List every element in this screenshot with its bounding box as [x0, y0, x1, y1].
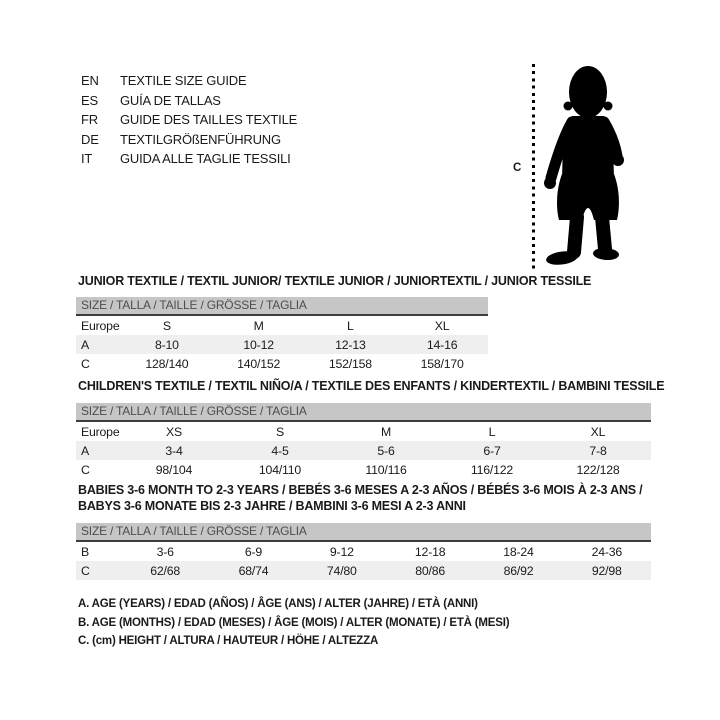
size-header-bar: SIZE / TALLA / TAILLE / GRÖSSE / TAGLIA	[76, 297, 488, 316]
table-row	[76, 316, 488, 335]
row-label: A	[81, 337, 90, 352]
table-cell: 12-18	[414, 544, 446, 559]
language-title: GUIDE DES TAILLES TEXTILE	[120, 112, 298, 128]
height-measure-label: C	[513, 162, 522, 174]
babies-size-table	[76, 523, 651, 580]
table-cell: 110/116	[365, 462, 407, 477]
table-cell: L	[488, 424, 496, 439]
language-code: EN	[81, 73, 99, 89]
language-row-en	[81, 71, 297, 91]
table-cell: 116/122	[470, 462, 514, 477]
row-label: C	[81, 462, 90, 477]
table-cell: 98/104	[155, 462, 193, 477]
table-row	[76, 460, 651, 479]
language-code: IT	[81, 151, 93, 167]
table-cell: 80/86	[415, 563, 446, 578]
row-label: Europe	[81, 318, 120, 333]
row-label: C	[81, 356, 90, 371]
table-cell: 7-8	[589, 443, 607, 458]
row-label: Europe	[81, 424, 120, 439]
table-cell: 68/74	[238, 563, 269, 578]
table-cell: 9-12	[329, 544, 354, 559]
row-label: A	[81, 443, 90, 458]
size-header-bar: SIZE / TALLA / TAILLE / GRÖSSE / TAGLIA	[76, 523, 651, 542]
table-cell: S	[275, 424, 284, 439]
size-header-bar: SIZE / TALLA / TAILLE / GRÖSSE / TAGLIA	[76, 403, 651, 422]
table-cell: 6-7	[483, 443, 501, 458]
table-cell: 4-5	[271, 443, 289, 458]
table-cell: 122/128	[576, 462, 620, 477]
table-row	[76, 561, 651, 580]
table-cell: S	[162, 318, 171, 333]
toddler-silhouette-icon	[542, 62, 654, 272]
language-row-it	[81, 149, 297, 169]
junior-table-title: JUNIOR TEXTILE / TEXTIL JUNIOR/ TEXTILE JUNIOR / JUNIORTEXTIL / JUNIOR TESSILE	[78, 274, 592, 288]
language-code: FR	[81, 112, 98, 128]
table-cell: 86/92	[503, 563, 534, 578]
footnote-a: A. AGE (YEARS) / EDAD (AÑOS) / ÂGE (ANS) / ALTER (JAHRE) / ETÀ (ANNI)	[78, 598, 478, 610]
row-label: B	[81, 544, 90, 559]
language-title: TEXTILE SIZE GUIDE	[120, 73, 247, 89]
height-measure-dashed-line	[532, 64, 535, 272]
table-cell: 140/152	[237, 356, 281, 371]
table-cell: 62/68	[150, 563, 181, 578]
table-row	[76, 542, 651, 561]
language-code: ES	[81, 92, 98, 108]
language-list	[81, 71, 297, 169]
table-row	[76, 422, 651, 441]
table-cell: 10-12	[243, 337, 274, 352]
language-code: DE	[81, 131, 99, 147]
table-row	[76, 335, 488, 354]
babies-title-line-1: BABIES 3-6 MONTH TO 2-3 YEARS / BEBÉS 3-6 MESES A 2-3 AÑOS / BÉBÉS 3-6 MOIS À 2-3 ANS /	[78, 483, 643, 497]
children-size-table	[76, 403, 651, 479]
language-row-de	[81, 130, 297, 150]
table-cell: 6-9	[244, 544, 263, 559]
table-cell: 14-16	[426, 337, 458, 352]
table-cell: XL	[590, 424, 606, 439]
table-cell: 74/80	[326, 563, 357, 578]
table-cell: 24-36	[591, 544, 623, 559]
table-cell: 3-6	[156, 544, 174, 559]
table-cell: 152/158	[328, 356, 372, 371]
row-label: C	[81, 563, 90, 578]
footnote-c: C. (cm) HEIGHT / ALTURA / HAUTEUR / HÖHE / ALTEZZA	[78, 635, 379, 648]
babies-table-title	[78, 482, 643, 514]
language-title: GUIDA ALLE TAGLIE TESSILI	[120, 151, 291, 167]
table-cell: 158/170	[420, 356, 464, 371]
table-cell: 3-4	[165, 443, 183, 458]
language-title: GUÍA DE TALLAS	[120, 92, 221, 108]
language-row-es	[81, 91, 297, 111]
table-cell: 18-24	[503, 544, 534, 559]
footnote-b: B. AGE (MONTHS) / EDAD (MESES) / ÂGE (MOIS) / ALTER (MONATE) / ETÀ (MESI)	[78, 616, 510, 629]
table-cell: 5-6	[377, 443, 395, 458]
table-cell: M	[380, 424, 392, 439]
table-cell: 128/140	[145, 356, 189, 371]
footnotes	[78, 595, 509, 651]
children-table-title: CHILDREN'S TEXTILE / TEXTIL NIÑO/A / TEXTILE DES ENFANTS / KINDERTEXTIL / BAMBINI TESSILE	[78, 379, 665, 393]
table-cell: 12-13	[335, 337, 366, 352]
table-cell: 92/98	[591, 563, 622, 578]
table-cell: L	[347, 318, 354, 333]
table-cell: 8-10	[154, 337, 179, 352]
babies-title-line-2: BABYS 3-6 MONATE BIS 2-3 JAHRE / BAMBINI 3-6 MESI A 2-3 ANNI	[78, 499, 466, 513]
table-cell: XL	[434, 318, 450, 333]
table-cell: 104/110	[258, 462, 302, 477]
table-row	[76, 441, 651, 460]
language-row-fr	[81, 110, 297, 130]
junior-size-table	[76, 297, 488, 373]
language-title: TEXTILGRÖßENFÜHRUNG	[120, 131, 281, 147]
table-row	[76, 354, 488, 373]
table-cell: M	[253, 318, 264, 333]
table-cell: XS	[165, 424, 182, 439]
